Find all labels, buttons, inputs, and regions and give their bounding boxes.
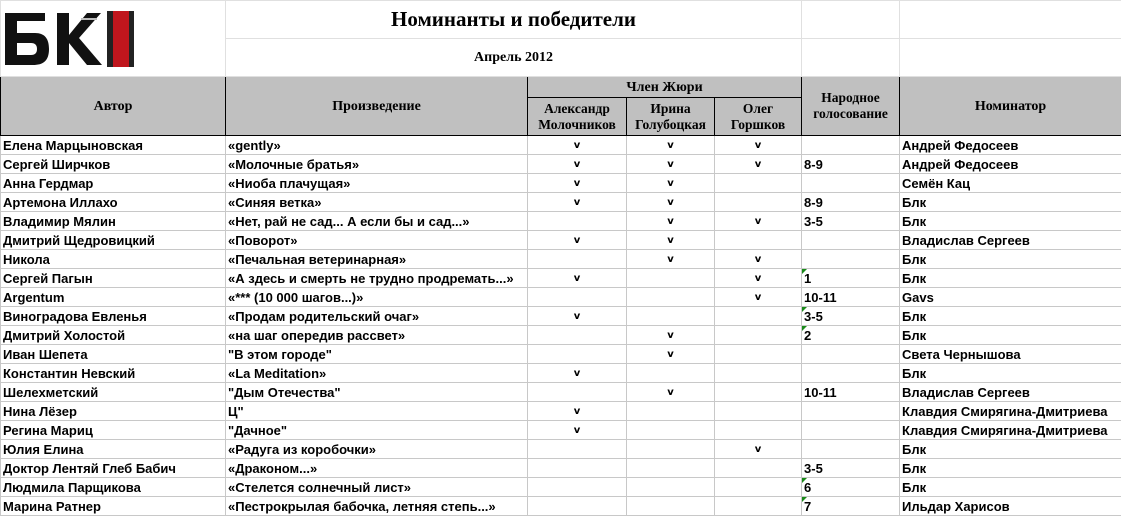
- jury-2-mark[interactable]: [627, 307, 715, 326]
- page-title: Номинанты и победители: [226, 1, 802, 39]
- popular-vote-cell[interactable]: [802, 421, 900, 440]
- popular-vote-cell[interactable]: [802, 136, 900, 155]
- nominator-cell[interactable]: Блк: [900, 364, 1121, 383]
- nominator-cell[interactable]: Семён Кац: [900, 174, 1121, 193]
- popular-vote-cell[interactable]: [802, 364, 900, 383]
- popular-vote-cell[interactable]: [802, 402, 900, 421]
- jury-3-mark[interactable]: v: [715, 136, 802, 155]
- jury-2-mark[interactable]: [627, 402, 715, 421]
- popular-vote-value: 3-5: [804, 213, 823, 229]
- popular-vote-cell[interactable]: [802, 478, 900, 497]
- jury-3-mark[interactable]: v: [715, 155, 802, 174]
- header-jury-1-last: Молочников: [538, 116, 616, 132]
- nominator-cell[interactable]: Блк: [900, 307, 1121, 326]
- header-work: Произведение: [226, 77, 528, 136]
- work-cell[interactable]: «Пестрокрылая бабочка, летняя степь...»: [226, 497, 528, 516]
- jury-3-mark[interactable]: [715, 174, 802, 193]
- jury-2-mark[interactable]: v: [627, 326, 715, 345]
- jury-2-mark[interactable]: [627, 364, 715, 383]
- popular-vote-value: 8-9: [804, 156, 823, 172]
- jury-2-mark[interactable]: v: [627, 250, 715, 269]
- header-popular-line2: голосование: [813, 106, 888, 121]
- jury-2-mark[interactable]: [627, 497, 715, 516]
- table-row: [1, 136, 1121, 155]
- popular-vote-value: 10-11: [804, 384, 837, 400]
- author-cell[interactable]: Доктор Лентяй Глеб Бабич: [1, 459, 226, 478]
- jury-2-mark[interactable]: v: [627, 136, 715, 155]
- popular-vote-cell[interactable]: [802, 193, 900, 212]
- work-cell[interactable]: «А здесь и смерть не трудно продремать...»: [226, 269, 528, 288]
- table-row: [1, 345, 1121, 364]
- table-row: [1, 250, 1121, 269]
- popular-vote-cell[interactable]: [802, 440, 900, 459]
- table-row: [1, 174, 1121, 193]
- header-jury-3-last: Горшков: [730, 116, 786, 132]
- table-row: [1, 288, 1121, 307]
- jury-2-mark[interactable]: [627, 440, 715, 459]
- nominator-cell[interactable]: Блк: [900, 440, 1121, 459]
- table-row: [1, 364, 1121, 383]
- jury-1-mark[interactable]: v: [528, 402, 627, 421]
- comment-indicator-icon: [802, 307, 807, 312]
- popular-vote-cell[interactable]: [802, 269, 900, 288]
- nominator-cell[interactable]: Блк: [900, 212, 1121, 231]
- nominator-cell[interactable]: Ильдар Харисов: [900, 497, 1121, 516]
- popular-vote-cell[interactable]: [802, 307, 900, 326]
- nominator-cell[interactable]: Блк: [900, 326, 1121, 345]
- logo-icon: [1, 7, 141, 71]
- popular-vote-cell[interactable]: [802, 383, 900, 402]
- header-popular-line1: Народное: [821, 90, 880, 105]
- jury-2-mark[interactable]: [627, 421, 715, 440]
- popular-vote-cell[interactable]: [802, 174, 900, 193]
- author-cell[interactable]: Виноградова Евленья: [1, 307, 226, 326]
- jury-1-mark[interactable]: [528, 440, 627, 459]
- work-cell[interactable]: Ц": [226, 402, 528, 421]
- work-cell[interactable]: «Продам родительский очаг»: [226, 307, 528, 326]
- header-jury-2-first: Ирина: [650, 100, 691, 116]
- work-cell[interactable]: «Синяя ветка»: [226, 193, 528, 212]
- author-cell[interactable]: Дмитрий Холостой: [1, 326, 226, 345]
- jury-1-mark[interactable]: [528, 345, 627, 364]
- jury-3-mark[interactable]: [715, 459, 802, 478]
- comment-indicator-icon: [802, 497, 807, 502]
- jury-3-mark[interactable]: v: [715, 212, 802, 231]
- nominator-cell[interactable]: Блк: [900, 193, 1121, 212]
- popular-vote-value: 3-5: [804, 308, 823, 324]
- jury-2-mark[interactable]: v: [627, 231, 715, 250]
- work-cell[interactable]: «Драконом...»: [226, 459, 528, 478]
- work-cell[interactable]: "Дым Отечества": [226, 383, 528, 402]
- author-cell[interactable]: Иван Шепета: [1, 345, 226, 364]
- table-row: [1, 421, 1121, 440]
- table-row: [1, 326, 1121, 345]
- author-cell[interactable]: Владимир Мялин: [1, 212, 226, 231]
- work-cell[interactable]: «Ниоба плачущая»: [226, 174, 528, 193]
- work-cell[interactable]: «Стелется солнечный лист»: [226, 478, 528, 497]
- jury-3-mark[interactable]: [715, 383, 802, 402]
- author-cell[interactable]: Елена Марцыновская: [1, 136, 226, 155]
- jury-2-mark[interactable]: [627, 478, 715, 497]
- jury-3-mark[interactable]: v: [715, 440, 802, 459]
- jury-3-mark[interactable]: v: [715, 288, 802, 307]
- jury-2-mark[interactable]: [627, 459, 715, 478]
- work-cell[interactable]: «La Meditation»: [226, 364, 528, 383]
- work-cell[interactable]: «Молочные братья»: [226, 155, 528, 174]
- author-cell[interactable]: Юлия Елина: [1, 440, 226, 459]
- popular-vote-cell[interactable]: [802, 288, 900, 307]
- jury-3-mark[interactable]: v: [715, 250, 802, 269]
- jury-1-mark[interactable]: [528, 478, 627, 497]
- nominator-cell[interactable]: Клавдия Смирягина-Дмитриева: [900, 421, 1121, 440]
- table-row: [1, 193, 1121, 212]
- page-subtitle: Апрель 2012: [226, 39, 802, 77]
- nominator-cell[interactable]: Владислав Сергеев: [900, 231, 1121, 250]
- nominator-cell[interactable]: Блк: [900, 459, 1121, 478]
- jury-1-mark[interactable]: [528, 288, 627, 307]
- author-cell[interactable]: Сергей Ширчков: [1, 155, 226, 174]
- jury-3-mark[interactable]: [715, 402, 802, 421]
- jury-2-mark[interactable]: [627, 269, 715, 288]
- author-cell[interactable]: Нина Лёзер: [1, 402, 226, 421]
- work-cell[interactable]: «Поворот»: [226, 231, 528, 250]
- table-row: [1, 155, 1121, 174]
- work-cell[interactable]: «Радуга из коробочки»: [226, 440, 528, 459]
- jury-1-mark[interactable]: [528, 326, 627, 345]
- nominator-cell[interactable]: Света Чернышова: [900, 345, 1121, 364]
- jury-2-mark[interactable]: v: [627, 383, 715, 402]
- table-row: [1, 231, 1121, 250]
- nominator-cell[interactable]: Клавдия Смирягина-Дмитриева: [900, 402, 1121, 421]
- popular-vote-value: 8-9: [804, 194, 823, 210]
- nominator-cell[interactable]: Блк: [900, 250, 1121, 269]
- jury-1-mark[interactable]: [528, 212, 627, 231]
- work-cell[interactable]: "Дачное": [226, 421, 528, 440]
- jury-3-mark[interactable]: [715, 307, 802, 326]
- author-cell[interactable]: Анна Гердмар: [1, 174, 226, 193]
- table-row: [1, 497, 1121, 516]
- popular-vote-cell[interactable]: [802, 326, 900, 345]
- table-row: [1, 402, 1121, 421]
- header-popular-vote: [802, 77, 900, 136]
- comment-indicator-icon: [802, 326, 807, 331]
- logo-cell: [1, 1, 226, 77]
- jury-1-mark[interactable]: v: [528, 174, 627, 193]
- jury-1-mark[interactable]: v: [528, 307, 627, 326]
- nominator-cell[interactable]: Андрей Федосеев: [900, 155, 1121, 174]
- header-jury-2-last: Голубоцкая: [635, 116, 706, 132]
- jury-1-mark[interactable]: v: [528, 155, 627, 174]
- author-cell[interactable]: Никола: [1, 250, 226, 269]
- jury-1-mark[interactable]: v: [528, 421, 627, 440]
- jury-1-mark[interactable]: [528, 250, 627, 269]
- header-jury-3-first: Олег: [742, 100, 774, 116]
- nominator-cell[interactable]: Андрей Федосеев: [900, 136, 1121, 155]
- jury-1-mark[interactable]: v: [528, 269, 627, 288]
- work-cell[interactable]: «Печальная ветеринарная»: [226, 250, 528, 269]
- popular-vote-value: 6: [804, 479, 812, 495]
- header-jury-3: [715, 98, 802, 136]
- jury-2-mark[interactable]: v: [627, 155, 715, 174]
- author-cell[interactable]: Людмила Парщикова: [1, 478, 226, 497]
- jury-3-mark[interactable]: [715, 345, 802, 364]
- header-nominator: Номинатор: [900, 77, 1121, 136]
- empty-cell[interactable]: [802, 1, 900, 39]
- table-row: [1, 383, 1121, 402]
- header-jury-2: [627, 98, 715, 136]
- nominator-cell[interactable]: Блк: [900, 478, 1121, 497]
- header-jury-1: [528, 98, 627, 136]
- popular-vote-cell[interactable]: [802, 155, 900, 174]
- author-cell[interactable]: Регина Мариц: [1, 421, 226, 440]
- popular-vote-cell[interactable]: [802, 250, 900, 269]
- work-cell[interactable]: «*** (10 000 шагов...)»: [226, 288, 528, 307]
- empty-cell[interactable]: [802, 39, 900, 77]
- table-row: [1, 459, 1121, 478]
- jury-2-mark[interactable]: v: [627, 193, 715, 212]
- jury-3-mark[interactable]: [715, 326, 802, 345]
- work-cell[interactable]: "В этом городе": [226, 345, 528, 364]
- jury-2-mark[interactable]: v: [627, 174, 715, 193]
- header-author: Автор: [1, 77, 226, 136]
- popular-vote-cell[interactable]: [802, 212, 900, 231]
- popular-vote-value: 2: [804, 327, 812, 343]
- work-cell[interactable]: «Нет, рай не сад... А если бы и сад...»: [226, 212, 528, 231]
- jury-3-mark[interactable]: [715, 497, 802, 516]
- popular-vote-value: 3-5: [804, 460, 823, 476]
- nominator-cell[interactable]: Gavs: [900, 288, 1121, 307]
- jury-1-mark[interactable]: v: [528, 231, 627, 250]
- table-row: [1, 307, 1121, 326]
- work-cell[interactable]: «gently»: [226, 136, 528, 155]
- jury-3-mark[interactable]: [715, 193, 802, 212]
- jury-1-mark[interactable]: [528, 459, 627, 478]
- author-cell[interactable]: Сергей Пагын: [1, 269, 226, 288]
- empty-cell[interactable]: [900, 39, 1121, 77]
- table-row: [1, 212, 1121, 231]
- header-jury-group: Член Жюри: [528, 77, 802, 98]
- author-cell[interactable]: Марина Ратнер: [1, 497, 226, 516]
- jury-2-mark[interactable]: v: [627, 212, 715, 231]
- popular-vote-cell[interactable]: [802, 459, 900, 478]
- author-cell[interactable]: Шелехметский: [1, 383, 226, 402]
- popular-vote-cell[interactable]: [802, 497, 900, 516]
- table-row: [1, 478, 1121, 497]
- jury-3-mark[interactable]: [715, 421, 802, 440]
- author-cell[interactable]: Константин Невский: [1, 364, 226, 383]
- popular-vote-cell[interactable]: [802, 231, 900, 250]
- work-cell[interactable]: «на шаг опередив рассвет»: [226, 326, 528, 345]
- table-row: [1, 269, 1121, 288]
- jury-2-mark[interactable]: v: [627, 345, 715, 364]
- jury-3-mark[interactable]: [715, 231, 802, 250]
- jury-3-mark[interactable]: [715, 364, 802, 383]
- popular-vote-value: 10-11: [804, 289, 837, 305]
- popular-vote-value: 7: [804, 498, 812, 514]
- popular-vote-cell[interactable]: [802, 345, 900, 364]
- jury-3-mark[interactable]: [715, 478, 802, 497]
- comment-indicator-icon: [802, 269, 807, 274]
- jury-1-mark[interactable]: v: [528, 136, 627, 155]
- jury-1-mark[interactable]: [528, 383, 627, 402]
- jury-1-mark[interactable]: v: [528, 193, 627, 212]
- empty-cell[interactable]: [900, 1, 1121, 39]
- jury-1-mark[interactable]: v: [528, 364, 627, 383]
- nominator-cell[interactable]: Блк: [900, 269, 1121, 288]
- jury-2-mark[interactable]: [627, 288, 715, 307]
- author-cell[interactable]: Артемона Иллахо: [1, 193, 226, 212]
- comment-indicator-icon: [802, 478, 807, 483]
- header-jury-1-first: Александр: [544, 100, 610, 116]
- author-cell[interactable]: Argentum: [1, 288, 226, 307]
- author-cell[interactable]: Дмитрий Щедровицкий: [1, 231, 226, 250]
- popular-vote-value: 1: [804, 270, 812, 286]
- nominator-cell[interactable]: Владислав Сергеев: [900, 383, 1121, 402]
- table-row: [1, 440, 1121, 459]
- jury-3-mark[interactable]: v: [715, 269, 802, 288]
- jury-1-mark[interactable]: [528, 497, 627, 516]
